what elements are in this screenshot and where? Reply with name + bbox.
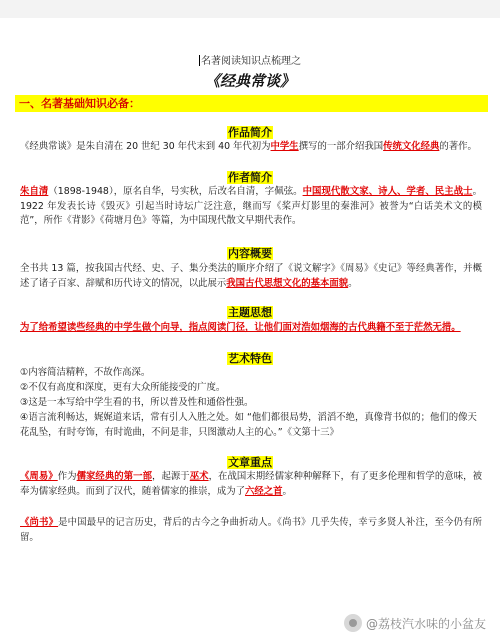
watermark-text: @荔枝汽水味的小盆友 [365, 616, 486, 631]
focus-paragraph-2 [20, 516, 482, 545]
content-text-2: 。 [348, 277, 358, 289]
section-title: 一、名著基础知识必备： [15, 95, 488, 112]
heading-theme-label: 主题思想 [228, 306, 272, 319]
focus1-highlight-1: 《周易》 [20, 471, 58, 482]
heading-intro [0, 124, 500, 140]
art-item-4: ④语言流利畅达，娓娓道来话，常有引人入胜之处。如 “他们都很局势，滔滔不绝，真像背书似的；他们的像天花乱坠，有时夸饰，有时诡曲，不问是非，只图激动人主的心。”《文第十三》 [20, 412, 477, 438]
top-margin [0, 0, 500, 18]
watermark [344, 614, 486, 632]
theme-paragraph: 为了给希望读些经典的中学生做个向导，指点阅读门径，让他们面对浩如烟海的古代典籍不至于茫然无措。 [20, 322, 461, 333]
heading-author [0, 169, 500, 185]
intro-highlight-2: 传统文化经典 [383, 141, 440, 152]
focus1-highlight-4: 六经之首 [245, 485, 283, 497]
focus1-text-4: 。 [282, 485, 292, 497]
watermark-logo-icon [344, 614, 362, 632]
author-text-1: （1898-1948），原名自华，号实秋，后改名自清，字佩弦。 [48, 186, 303, 197]
author-highlight: 中国现代散文家、诗人、学者、民主战士 [302, 186, 473, 197]
intro-text-1: 《经典常谈》是朱自清在 20 世纪 30 年代末到 40 年代初为 [20, 141, 271, 152]
author-name: 朱自清 [20, 186, 49, 197]
intro-text-2: 撰写的一部介绍我国 [298, 141, 384, 152]
focus1-text-3: ，在战国末期经儒家种种解释下，有了更多伦理和哲学的意味，被奉为儒家经典。而到了汉代，随着儒家的推崇，成为了 [20, 471, 482, 497]
focus1-text-1: 作为 [57, 471, 77, 482]
art-item-3: ③这是一本写给中学生看的书，所以普及性和通俗性强。 [20, 397, 254, 408]
intro-highlight-1: 中学生 [270, 141, 299, 152]
author-paragraph [20, 185, 482, 229]
art-item-1: ①内容简洁精粹，不故作高深。 [20, 367, 151, 378]
heading-content-label: 内容概要 [228, 247, 272, 260]
heading-content [0, 245, 500, 261]
heading-focus-label: 文章重点 [228, 456, 272, 469]
content-paragraph [20, 262, 482, 291]
header-text: 名著阅读知识点梳理之 [201, 56, 301, 67]
focus1-highlight-2: 儒家经典的第一部 [76, 471, 153, 482]
focus1-text-2: ，起源于 [152, 471, 190, 482]
heading-theme [0, 304, 500, 320]
author-text-2: 。1922 年发表长诗《毁灭》引起当时诗坛广泛注意，继而写《桨声灯影里的秦淮河》被誉为“白话美术文的模范”，所作《背影》《荷塘月色》等篇，为中国现代散文早期代表作。 [20, 186, 482, 226]
heading-author-label: 作者简介 [228, 171, 272, 184]
heading-focus [0, 454, 500, 470]
heading-art [0, 350, 500, 366]
document-title: 《经典常谈》 [204, 72, 295, 90]
text-cursor [199, 55, 200, 66]
focus2-highlight: 《尚书》 [20, 517, 59, 528]
content-highlight: 我国古代思想文化的基本面貌 [226, 277, 349, 289]
focus1-highlight-3: 巫术 [189, 471, 209, 482]
heading-art-label: 艺术特色 [228, 352, 272, 365]
content-text-1: 全书共 13 篇，按我国古代经、史、子、集分类法的顺序介绍了《说文解字》《周易》《史记》等经典著作，并概述了诸子百家、辞赋和历代诗文的情况，以此展示 [20, 263, 482, 289]
heading-intro-label: 作品简介 [228, 126, 272, 139]
focus-paragraph-1 [20, 470, 482, 499]
document-header [0, 52, 500, 67]
art-item-2: ②不仅有高度和深度，更有大众所能接受的广度。 [20, 382, 226, 393]
intro-paragraph [20, 140, 482, 155]
focus2-text: 是中国最早的记言历史，背后的古今之争曲折动人。《尚书》几乎失传，幸亏多贤人补注，至今仍有所留。 [20, 517, 482, 543]
intro-text-3: 的著作。 [439, 141, 477, 152]
